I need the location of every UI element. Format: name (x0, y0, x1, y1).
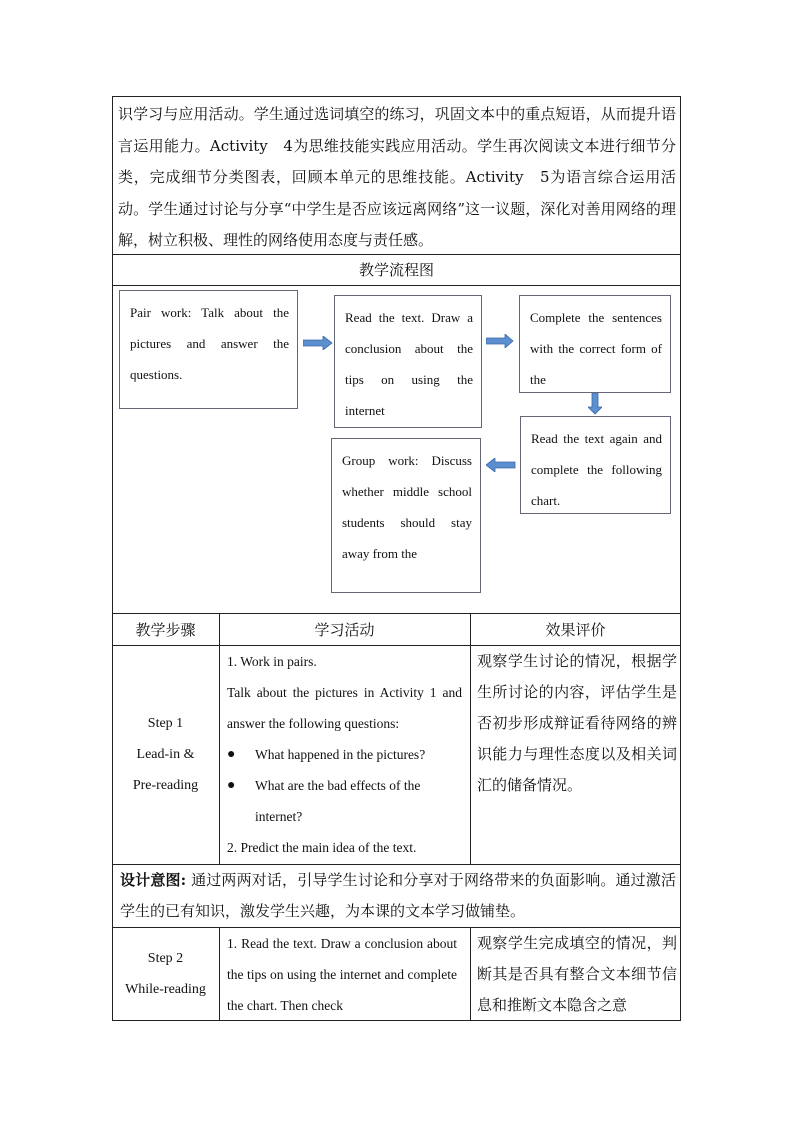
column-divider (470, 613, 471, 864)
step2-name: Step 2 While-reading (125, 951, 206, 997)
bullet-icon: ● (227, 778, 236, 793)
intro-text: 识学习与应用活动。学生通过选词填空的练习，巩固文本中的重点短语，从而提升语言运用能力。Activity 4为思维技能实践应用活动。学生再次阅读文本进行细节分类，完成细节分类图表，回顾本单元的思维技能。Activity 5为语言综合运用活动。学生通过讨论与分享“中学生是否应该远离网络”这一议题，深化对善用网络的理解，树立积极、理性的网络使用态度与责任感。 (118, 105, 676, 249)
flow-box-group-work: Group work: Discuss whether middle school students should stay away from the (331, 438, 481, 593)
column-divider (219, 613, 220, 864)
column-divider (470, 927, 471, 1021)
design-intent-label: 设计意图: (120, 871, 187, 889)
flow-box-read-text: Read the text. Draw a conclusion about the tips on using the internet (334, 295, 482, 428)
header-learning-activities: 学习活动 (314, 621, 375, 639)
design-intent-text: 通过两两对话，引导学生讨论和分享对于网络带来的负面影响。通过激活学生的已有知识，激发学生兴趣，为本课的文本学习做铺垫。 (120, 871, 676, 920)
flowchart-title: 教学流程图 (358, 261, 434, 279)
arrow-left-icon (486, 458, 516, 472)
column-divider (219, 927, 220, 1021)
step1-activities: 1. Work in pairs. Talk about the pictures in Activity 1 and answer the following questions: ● What happened in the pictures? ● What are the bad effects of the internet? 2. Predict the main idea of the text. (227, 654, 462, 855)
design-intent (120, 865, 676, 927)
step2-evaluation: 观察学生完成填空的情况，判断其是否具有整合文本细节信息和推断文本隐含之意 (477, 934, 677, 1014)
bullet-item: ● What are the bad effects of the internet? (227, 770, 462, 832)
row-divider (112, 285, 681, 286)
flow-box-complete-sentences: Complete the sentences with the correct form of the (519, 295, 671, 393)
step1-evaluation: 观察学生讨论的情况，根据学生所讨论的内容，评估学生是否初步形成辩证看待网络的辨识能力与理性态度以及相关词汇的储备情况。 (477, 652, 677, 794)
header-evaluation: 效果评价 (545, 621, 606, 639)
arrow-right-icon (303, 336, 333, 350)
step1-name: Step 1 Lead-in & Pre-reading (132, 716, 199, 793)
bullet-icon: ● (227, 747, 236, 762)
flow-box-read-again: Read the text again and complete the following chart. (520, 416, 671, 514)
arrow-right-icon (486, 334, 514, 348)
flow-box-pair-work: Pair work: Talk about the pictures and answer the questions. (119, 290, 298, 409)
step2-activities: 1. Read the text. Draw a conclusion about the tips on using the internet and complete the chart. Then check (227, 936, 457, 1013)
intro-paragraph (118, 99, 676, 257)
bullet-item: ● What happened in the pictures? (227, 739, 462, 770)
header-teaching-steps: 教学步骤 (135, 621, 196, 639)
arrow-down-icon (588, 393, 602, 415)
row-divider (112, 613, 681, 614)
